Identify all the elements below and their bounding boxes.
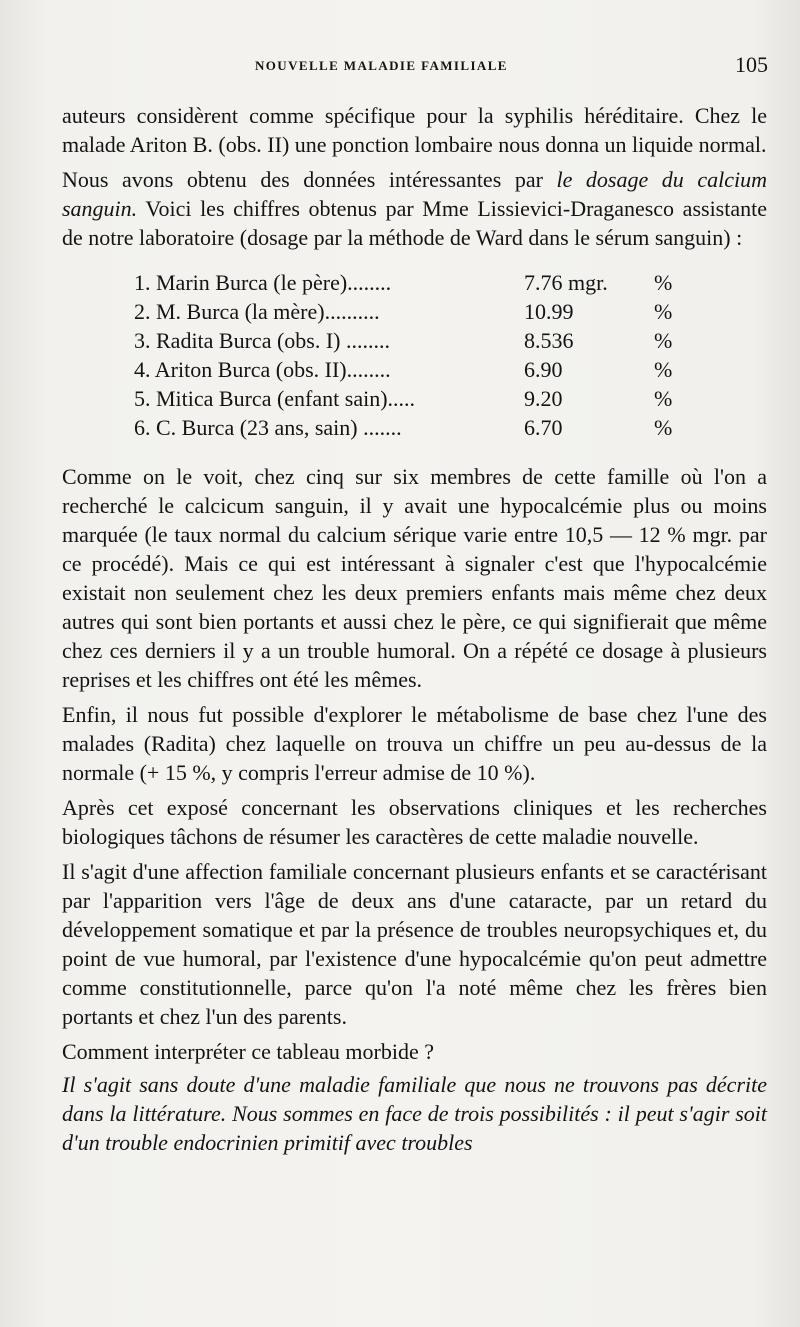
list-item-unit: % <box>654 299 673 324</box>
list-item-unit: % <box>654 386 673 411</box>
list-item-label: 4. Ariton Burca (obs. II)........ <box>134 357 391 382</box>
list-item-value: 8.536 <box>524 328 574 353</box>
list-item-label: 6. C. Burca (23 ans, sain) ....... <box>134 415 402 440</box>
paragraph-1: auteurs considèrent comme spécifique pour la syphilis héréditaire. Chez le malade Ariton B. (obs. II) une ponction lombaire nous donna un liquide normal. <box>62 103 767 157</box>
body-text <box>62 101 767 1157</box>
list-item-value: 6.70 <box>524 415 563 440</box>
paragraph-2-end: Voici les chiffres obtenus par Mme Lissievici-Draganesco assistante de notre laboratoire (dosage par la méthode de Ward dans le sérum sanguin) : <box>62 196 767 250</box>
paragraph-6: Il s'agit d'une affection familiale concernant plusieurs enfants et se caractérisant par l'apparition vers l'âge de deux ans d'une cataracte, par un retard du développement somatique et par la présence de troubles neuropsychiques et, du point de vue humoral, par l'existence d'une hypocalcémie qu'on peut admettre comme constitutionnelle, parce qu'on l'a noté même chez les frères bien portants et chez l'un des parents. <box>62 859 767 1029</box>
list-item-value: 10.99 <box>524 299 574 324</box>
paragraph-3: Comme on le voit, chez cinq sur six membres de cette famille où l'on a recherché le calcicum sanguin, il y avait une hypocalcémie plus ou moins marquée (le taux normal du calcium sérique varie entre 10,5 — 12 % mgr. par ce procédé). Mais ce qui est intéressant à signaler c'est que l'hypocalcémie existait non seulement chez les deux premiers enfants mais même chez deux autres qui sont bien portants et aussi chez le père, ce qui signifierait que même chez ces derniers il y a un trouble humoral. On a répété ce dosage à plusieurs reprises et les chiffres ont été les mêmes. <box>62 464 767 692</box>
calcium-results-list <box>62 268 767 442</box>
running-head: NOUVELLE MALADIE FAMILIALE <box>255 58 508 73</box>
list-item-unit: % <box>654 328 673 353</box>
list-item <box>134 297 767 326</box>
list-item-label: 1. Marin Burca (le père)........ <box>134 270 392 295</box>
paragraph-2-italic: le dosage du calcium sanguin. <box>62 167 767 221</box>
list-item <box>134 355 767 384</box>
paragraph-4: Enfin, il nous fut possible d'explorer le métabolisme de base chez l'une des malades (Radita) chez laquelle on trouva un chiffre un peu au-dessus de la normale (+ 15 %, y compris l'erreur admise de 10 %). <box>62 702 767 785</box>
page-number: 105 <box>735 52 768 77</box>
page-header <box>60 52 768 76</box>
list-item-value: 9.20 <box>524 386 563 411</box>
list-item-unit: % <box>654 357 673 382</box>
paragraph-2 <box>62 165 767 252</box>
paragraph-7: Comment interpréter ce tableau morbide ? <box>62 1039 435 1064</box>
paragraph-2-start: Nous avons obtenu des données intéressantes par <box>62 167 557 192</box>
list-item-unit: % <box>654 270 673 295</box>
list-item-unit: % <box>654 415 673 440</box>
list-item <box>134 384 767 413</box>
paragraph-5: Après cet exposé concernant les observations cliniques et les recherches biologiques tâchons de résumer les caractères de cette maladie nouvelle. <box>62 795 767 849</box>
list-item-value: 6.90 <box>524 357 563 382</box>
list-item <box>134 326 767 355</box>
list-item-label: 2. M. Burca (la mère).......... <box>134 299 380 324</box>
list-item <box>134 268 767 297</box>
list-item-label: 3. Radita Burca (obs. I) ........ <box>134 328 390 353</box>
paragraph-8: Il s'agit sans doute d'une maladie familiale que nous ne trouvons pas décrite dans la littérature. Nous sommes en face de trois possibilités : il peut s'agir soit d'un trouble endocrinien primitif avec troubles <box>62 1072 767 1155</box>
list-item <box>134 413 767 442</box>
list-item-label: 5. Mitica Burca (enfant sain)..... <box>134 386 416 411</box>
list-item-value: 7.76 mgr. <box>524 270 608 295</box>
